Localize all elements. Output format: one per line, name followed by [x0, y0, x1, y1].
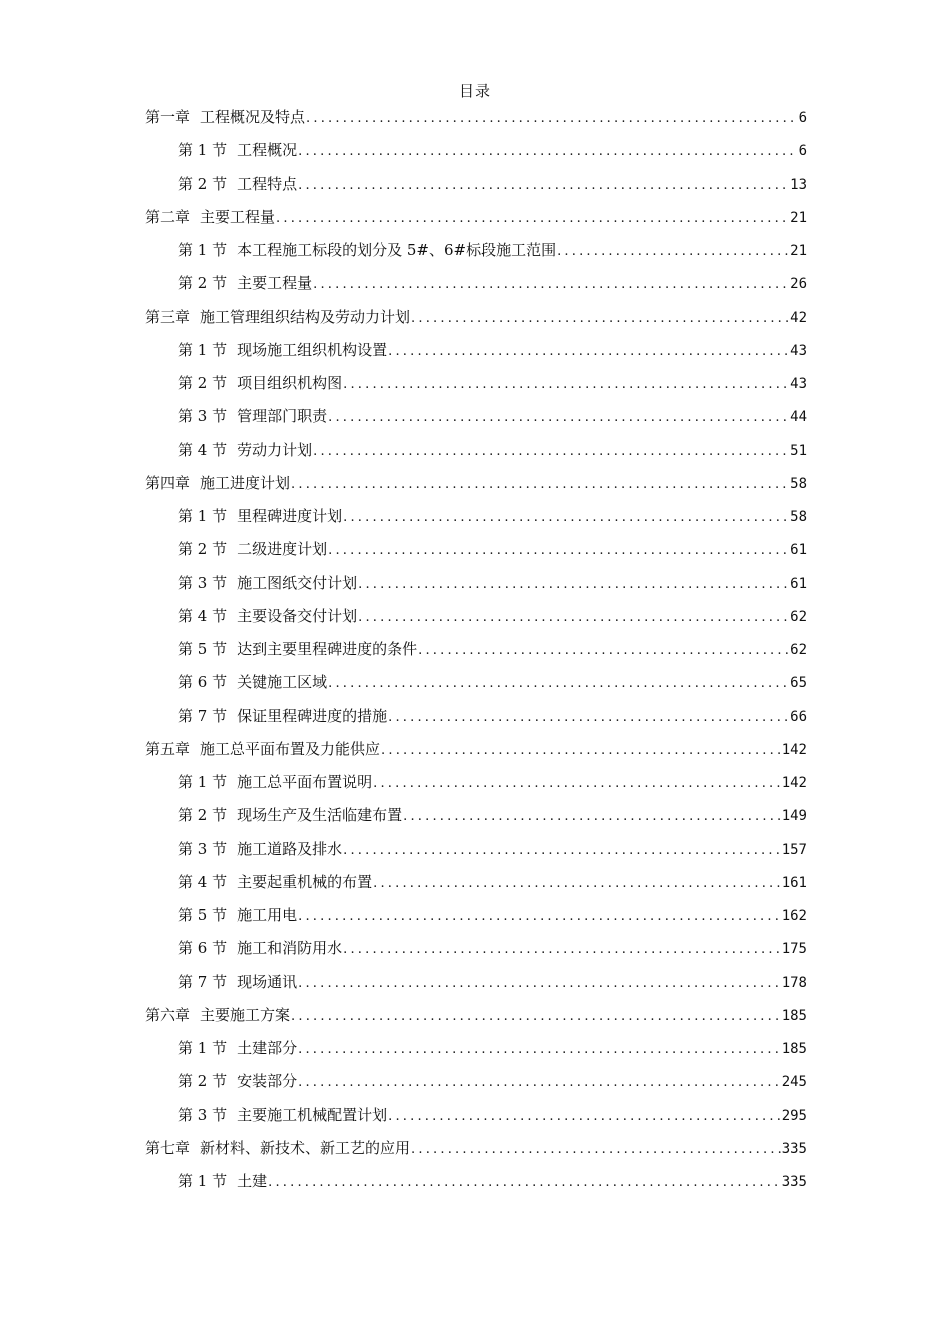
toc-section-entry[interactable]: [145, 339, 807, 372]
toc-chapter-entry[interactable]: [145, 1004, 807, 1037]
toc-entry-text: 工程概况: [237, 141, 298, 160]
toc-entry-number: 第 2 节: [178, 806, 228, 825]
toc-dot-leader: [418, 640, 789, 662]
toc-dot-leader: [276, 208, 789, 230]
toc-dot-leader: [313, 441, 789, 463]
toc-entry-label: [178, 671, 327, 693]
toc-section-entry[interactable]: [145, 1104, 807, 1137]
toc-entry-page-number: 65: [790, 675, 807, 692]
toc-dot-leader: [411, 1139, 781, 1161]
toc-dot-leader: [291, 474, 789, 496]
toc-entry-label: [178, 173, 297, 195]
toc-entry-text: 施工图纸交付计划: [237, 573, 358, 592]
toc-entry-label: [178, 1037, 297, 1059]
toc-entry-page-number: 295: [781, 1107, 807, 1124]
toc-entry-number: 第 4 节: [178, 440, 228, 459]
toc-dot-leader: [343, 939, 781, 961]
toc-entry-page-number: 149: [781, 808, 807, 825]
toc-entry-text: 施工和消防用水: [237, 939, 343, 958]
toc-entry-page-number: 66: [790, 708, 807, 725]
toc-entry-number: 第 3 节: [178, 839, 228, 858]
toc-section-entry[interactable]: [145, 173, 807, 206]
toc-section-entry[interactable]: [145, 239, 807, 272]
toc-entry-page-number: 61: [790, 542, 807, 559]
toc-entry-label: [178, 538, 327, 560]
toc-entry-text: 土建部分: [237, 1039, 298, 1057]
toc-entry-text: 现场通讯: [237, 972, 298, 991]
toc-entry-label: [178, 505, 342, 527]
toc-entry-label: [178, 937, 342, 959]
toc-entry-number: 第 7 节: [178, 972, 228, 991]
toc-list: [145, 106, 807, 1203]
toc-entry-page-number: 43: [790, 342, 807, 359]
toc-dot-leader: [291, 1006, 781, 1028]
toc-entry-page-number: 245: [781, 1074, 807, 1091]
toc-entry-number: 第 2 节: [178, 1072, 228, 1091]
toc-entry-text: 主要施工机械配置计划: [237, 1105, 388, 1124]
toc-entry-page-number: 62: [790, 642, 807, 658]
toc-entry-text: 主要工程量: [200, 207, 276, 226]
toc-entry-text: 施工用电: [237, 906, 298, 924]
toc-entry-number: 第二章: [145, 207, 191, 226]
toc-dot-leader: [298, 973, 781, 995]
toc-entry-label: [178, 139, 297, 161]
toc-entry-text: 土建: [237, 1172, 268, 1190]
toc-dot-leader: [403, 806, 781, 828]
toc-entry-page-number: 43: [790, 376, 807, 392]
toc-dot-leader: [358, 607, 789, 629]
toc-entry-label: [178, 871, 372, 893]
toc-entry-number: 第 1 节: [178, 141, 228, 160]
toc-entry-label: [178, 771, 372, 793]
toc-section-entry[interactable]: [145, 439, 807, 472]
toc-entry-text: 主要起重机械的布置: [237, 872, 373, 891]
toc-dot-leader: [268, 1172, 781, 1194]
toc-dot-leader: [298, 175, 789, 197]
toc-entry-text: 管理部门职责: [237, 407, 328, 426]
toc-chapter-entry[interactable]: [145, 472, 807, 505]
toc-section-entry[interactable]: [145, 605, 807, 638]
toc-entry-label: [178, 239, 556, 261]
toc-section-entry[interactable]: [145, 505, 807, 538]
toc-entry-page-number: 178: [781, 974, 807, 991]
toc-section-entry[interactable]: [145, 1170, 807, 1203]
toc-entry-number: 第 1 节: [178, 241, 228, 259]
toc-entry-label: [145, 738, 380, 760]
toc-dot-leader: [388, 707, 789, 729]
toc-entry-page-number: 42: [790, 309, 807, 326]
toc-entry-label: [178, 705, 387, 727]
toc-dot-leader: [343, 507, 789, 529]
toc-title: 目录: [458, 82, 491, 100]
toc-dot-leader: [306, 108, 798, 130]
toc-entry-number: 第 5 节: [178, 640, 228, 658]
toc-entry-number: 第 2 节: [178, 540, 228, 559]
toc-entry-label: [145, 1004, 290, 1026]
toc-dot-leader: [373, 873, 781, 895]
toc-entry-number: 第 7 节: [178, 706, 228, 725]
toc-entry-page-number: 335: [781, 1140, 807, 1157]
toc-dot-leader: [388, 1106, 781, 1128]
toc-entry-number: 第 6 节: [178, 673, 228, 692]
toc-entry-label: [178, 1070, 297, 1092]
toc-section-entry[interactable]: [145, 937, 807, 970]
toc-entry-number: 第 2 节: [178, 374, 228, 392]
toc-entry-label: [178, 339, 387, 361]
toc-section-entry[interactable]: [145, 904, 807, 937]
toc-dot-leader: [298, 1039, 781, 1061]
toc-entry-text: 现场施工组织机构设置: [237, 340, 388, 359]
toc-chapter-entry[interactable]: [145, 1137, 807, 1170]
toc-section-entry[interactable]: [145, 572, 807, 605]
toc-dot-leader: [343, 374, 789, 396]
toc-entry-label: [178, 272, 312, 294]
toc-dot-leader: [381, 740, 781, 762]
toc-entry-text: 工程概况及特点: [200, 108, 306, 126]
toc-entry-text: 达到主要里程碑进度的条件: [237, 640, 418, 658]
toc-chapter-entry[interactable]: [145, 206, 807, 239]
toc-entry-label: [178, 804, 402, 826]
toc-entry-number: 第 1 节: [178, 1039, 228, 1057]
toc-entry-page-number: 162: [781, 908, 807, 924]
toc-dot-leader: [328, 407, 789, 429]
toc-entry-number: 第四章: [145, 473, 191, 492]
toc-entry-number: 第 5 节: [178, 906, 228, 924]
toc-entry-text: 本工程施工标段的划分及 5#、6#标段施工范围: [237, 241, 557, 259]
toc-entry-label: [178, 638, 417, 660]
toc-section-entry[interactable]: [145, 139, 807, 172]
toc-entry-page-number: 26: [790, 276, 807, 293]
toc-dot-leader: [358, 574, 789, 596]
toc-entry-text: 保证里程碑进度的措施: [237, 706, 388, 725]
toc-entry-label: [178, 838, 342, 860]
toc-entry-text: 施工管理组织结构及劳动力计划: [200, 307, 411, 326]
toc-entry-label: [178, 572, 357, 594]
toc-dot-leader: [298, 141, 797, 163]
toc-section-entry[interactable]: [145, 871, 807, 904]
toc-entry-label: [145, 1137, 410, 1159]
toc-entry-page-number: 142: [781, 775, 807, 791]
toc-entry-label: [145, 306, 410, 328]
toc-entry-label: [178, 405, 327, 427]
toc-entry-text: 施工进度计划: [200, 473, 291, 492]
toc-entry-label: [145, 206, 275, 228]
toc-entry-text: 里程碑进度计划: [237, 507, 343, 525]
toc-dot-leader: [313, 274, 789, 296]
toc-entry-number: 第一章: [145, 108, 191, 126]
toc-entry-text: 新材料、新技术、新工艺的应用: [200, 1138, 411, 1157]
toc-entry-text: 现场生产及生活临建布置: [237, 806, 403, 825]
toc-entry-number: 第 3 节: [178, 1105, 228, 1124]
toc-entry-text: 施工总平面布置说明: [237, 773, 373, 791]
toc-section-entry[interactable]: [145, 1070, 807, 1103]
toc-entry-text: 工程特点: [237, 174, 298, 193]
toc-entry-text: 主要工程量: [237, 274, 313, 293]
toc-section-entry[interactable]: [145, 838, 807, 871]
toc-entry-label: [178, 1104, 387, 1126]
toc-entry-page-number: 62: [790, 608, 807, 625]
toc-entry-number: 第 1 节: [178, 1172, 228, 1190]
toc-entry-number: 第 3 节: [178, 573, 228, 592]
toc-entry-number: 第 2 节: [178, 174, 228, 193]
toc-entry-page-number: 335: [781, 1174, 807, 1190]
toc-section-entry[interactable]: [145, 771, 807, 804]
toc-entry-label: [178, 904, 297, 926]
toc-entry-number: 第 4 节: [178, 872, 228, 891]
toc-entry-label: [178, 372, 342, 394]
toc-entry-page-number: 51: [790, 442, 807, 459]
toc-entry-page-number: 13: [790, 176, 807, 193]
toc-section-entry[interactable]: [145, 671, 807, 704]
toc-entry-page-number: 185: [781, 1041, 807, 1057]
toc-section-entry[interactable]: [145, 372, 807, 405]
toc-dot-leader: [373, 773, 781, 795]
toc-entry-number: 第 1 节: [178, 773, 228, 791]
toc-entry-label: [145, 106, 305, 128]
toc-entry-label: [178, 439, 312, 461]
toc-entry-text: 项目组织机构图: [237, 374, 343, 392]
toc-section-entry[interactable]: [145, 272, 807, 305]
toc-section-entry[interactable]: [145, 971, 807, 1004]
toc-chapter-entry[interactable]: [145, 106, 807, 139]
toc-entry-label: [178, 971, 297, 993]
toc-entry-page-number: 6: [798, 143, 807, 160]
toc-entry-number: 第 4 节: [178, 606, 228, 625]
toc-entry-label: [145, 472, 290, 494]
toc-entry-page-number: 6: [798, 110, 807, 126]
toc-entry-text: 安装部分: [237, 1072, 298, 1091]
toc-dot-leader: [328, 540, 789, 562]
toc-entry-page-number: 157: [781, 841, 807, 858]
toc-dot-leader: [388, 341, 789, 363]
toc-entry-page-number: 175: [781, 941, 807, 958]
toc-entry-page-number: 58: [790, 509, 807, 525]
toc-entry-page-number: 142: [781, 741, 807, 758]
toc-section-entry[interactable]: [145, 804, 807, 837]
toc-entry-text: 二级进度计划: [237, 540, 328, 559]
toc-entry-number: 第 1 节: [178, 340, 228, 359]
toc-section-entry[interactable]: [145, 638, 807, 671]
toc-dot-leader: [298, 1072, 781, 1094]
toc-dot-leader: [411, 308, 789, 330]
toc-entry-number: 第 1 节: [178, 507, 228, 525]
toc-entry-text: 主要施工方案: [200, 1005, 291, 1024]
toc-chapter-entry[interactable]: [145, 306, 807, 339]
toc-section-entry[interactable]: [145, 1037, 807, 1070]
toc-entry-number: 第六章: [145, 1005, 191, 1024]
toc-entry-page-number: 161: [781, 874, 807, 891]
toc-section-entry[interactable]: [145, 705, 807, 738]
toc-entry-text: 关键施工区域: [237, 673, 328, 692]
toc-entry-page-number: 44: [790, 409, 807, 426]
toc-dot-leader: [298, 906, 781, 928]
toc-entry-label: [178, 605, 357, 627]
toc-entry-number: 第 2 节: [178, 274, 228, 293]
toc-entry-text: 施工总平面布置及力能供应: [200, 739, 381, 758]
toc-entry-number: 第三章: [145, 307, 191, 326]
toc-entry-number: 第 3 节: [178, 407, 228, 426]
toc-dot-leader: [328, 673, 789, 695]
toc-entry-number: 第 6 节: [178, 939, 228, 958]
toc-dot-leader: [343, 840, 781, 862]
toc-entry-number: 第五章: [145, 739, 191, 758]
toc-entry-page-number: 58: [790, 475, 807, 492]
toc-section-entry[interactable]: [145, 405, 807, 438]
toc-entry-text: 施工道路及排水: [237, 839, 343, 858]
toc-entry-text: 劳动力计划: [237, 440, 313, 459]
toc-entry-page-number: 21: [790, 209, 807, 226]
toc-chapter-entry[interactable]: [145, 738, 807, 771]
toc-entry-label: [178, 1170, 267, 1192]
toc-dot-leader: [557, 241, 789, 263]
toc-entry-page-number: 185: [781, 1007, 807, 1024]
toc-entry-text: 主要设备交付计划: [237, 606, 358, 625]
toc-entry-number: 第七章: [145, 1138, 191, 1157]
toc-entry-page-number: 61: [790, 575, 807, 592]
toc-section-entry[interactable]: [145, 538, 807, 571]
toc-entry-page-number: 21: [790, 243, 807, 259]
